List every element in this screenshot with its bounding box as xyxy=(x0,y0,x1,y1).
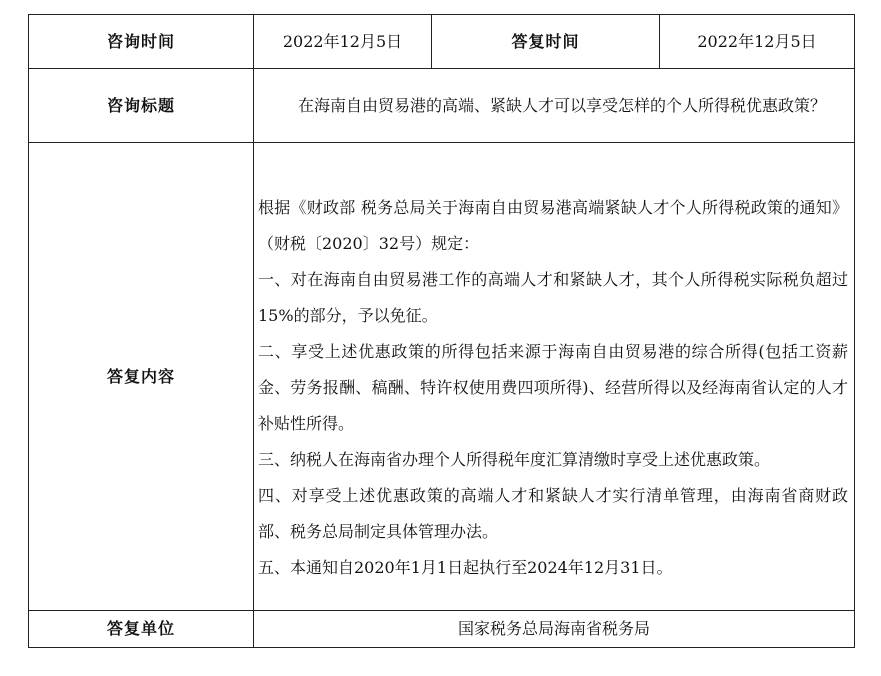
consult-time-label: 咨询时间 xyxy=(29,15,254,69)
reply-paragraph: 根据《财政部 税务总局关于海南自由贸易港高端紧缺人才个人所得税政策的通知》（财税〔2020〕32号）规定： xyxy=(258,197,848,253)
consultation-table xyxy=(28,14,855,648)
reply-paragraph: 二、享受上述优惠政策的所得包括来源于海南自由贸易港的综合所得(包括工资薪金、劳务报酬、稿酬、特许权使用费四项所得)、经营所得以及经海南省认定的人才补贴性所得。 xyxy=(258,341,848,433)
reply-time-label: 答复时间 xyxy=(432,15,660,69)
reply-content-row xyxy=(29,143,855,611)
consult-title-row xyxy=(29,69,855,143)
reply-time-value: 2022年12月5日 xyxy=(660,15,855,69)
reply-paragraph: 五、本通知自2020年1月1日起执行至2024年12月31日。 xyxy=(258,557,673,577)
reply-unit-row xyxy=(29,611,855,648)
consult-time-row xyxy=(29,15,855,69)
consult-title-label: 咨询标题 xyxy=(29,69,254,143)
reply-paragraph: 一、对在海南自由贸易港工作的高端人才和紧缺人才，其个人所得税实际税负超过15%的部分，予以免征。 xyxy=(258,269,848,325)
reply-content-cell xyxy=(254,143,855,611)
reply-paragraph: 四、对享受上述优惠政策的高端人才和紧缺人才实行清单管理，由海南省商财政部、税务总局制定具体管理办法。 xyxy=(258,485,848,541)
consult-title-value: 在海南自由贸易港的高端、紧缺人才可以享受怎样的个人所得税优惠政策？ xyxy=(298,95,827,115)
consult-time-value: 2022年12月5日 xyxy=(254,15,432,69)
reply-paragraph: 三、纳税人在海南省办理个人所得税年度汇算清缴时享受上述优惠政策。 xyxy=(258,449,771,469)
reply-unit-label: 答复单位 xyxy=(29,611,254,648)
reply-content-label: 答复内容 xyxy=(29,143,254,611)
reply-unit-value: 国家税务总局海南省税务局 xyxy=(254,611,855,648)
consult-title-cell xyxy=(254,69,855,143)
